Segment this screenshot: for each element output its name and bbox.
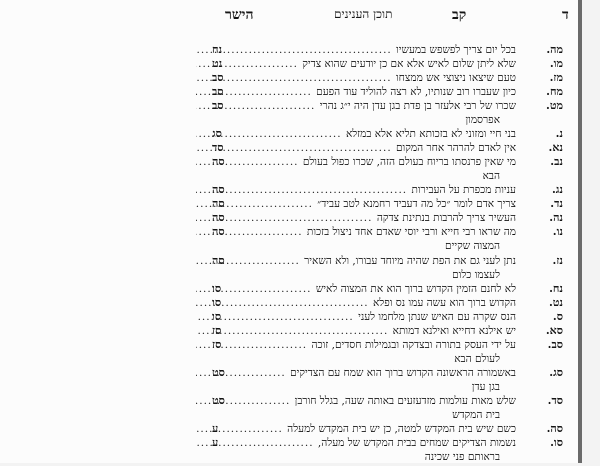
toc-entry-number: ס. (552, 310, 563, 323)
toc-entry-number: נז. (552, 254, 563, 267)
toc-entry-continuation (0, 450, 578, 466)
toc-entry-title: נתן לעני גם את הפת שהיה מיוחד עבורו, ולא השאיר ..... (196, 254, 516, 268)
toc-entry-title: אין לאדם להרהר אחר המקום ..... (196, 141, 516, 155)
toc-entry-page: נט (212, 57, 223, 70)
toc-entry-title: כיון שעברו רוב שנותיו, לא רצה להוליד עוד הפעם ..... (196, 85, 516, 99)
toc-entry-title: עניות מכפרת על העבירות ..... (196, 183, 516, 197)
toc-entry-title: לעולם הבא (454, 353, 500, 365)
toc-entry-number: מה. (546, 43, 563, 56)
header-folio: קב (452, 7, 467, 23)
toc-entry-title: שלש מאות עולמות מזדעזעים באותה שעה, בגלל חורבן ..... (196, 394, 516, 408)
toc-entry-number: מז. (549, 71, 563, 84)
toc-entry-number: נא. (548, 141, 563, 154)
toc-entry-title: אפרסמון (465, 114, 500, 126)
toc-entry-number: סה. (546, 422, 563, 435)
toc-entry-title: באשמורה הראשונה הקדוש ברוך הוא שמח עם הצדיקים ..... (196, 366, 516, 380)
toc-entry-page: סט (212, 366, 225, 379)
toc-entry-title: הנס שקרה עם האיש שנתן מלחמו לעני ..... (196, 310, 516, 324)
toc-entry-page: נח (212, 43, 223, 56)
toc-entry-page: סה (212, 211, 225, 224)
toc-entry-number: נב. (550, 155, 563, 168)
toc-entry-number: נ. (555, 127, 563, 140)
header-section-title: תוכן הענינים (334, 7, 393, 21)
toc-entry-page: סג (212, 127, 222, 140)
toc-entry-title: נשמות הצדיקים שמחים בבית המקדש של מעלה, ..... (196, 436, 516, 450)
toc-entry-title: בראותם פני שכינה (424, 451, 500, 463)
toc-entry-title: בית המקדש (452, 409, 500, 421)
toc-entry-page: סה (212, 155, 225, 168)
toc-entry-page: ע (212, 436, 219, 449)
toc-entry-number: נג. (551, 183, 563, 196)
toc-entry-number: נו. (552, 225, 563, 238)
toc-entry-number: נה. (549, 211, 563, 224)
toc-entry-title: כשם שיש בית המקדש למטה, כן יש בית המקדש למעלה ..... (196, 422, 516, 436)
toc-entry-number: סב. (547, 338, 563, 351)
toc-entry-page: סו (212, 310, 222, 323)
page-edge (578, 0, 582, 463)
toc-entry-page: סז (212, 338, 222, 351)
toc-entry-title: המצוה שקיים (445, 240, 500, 252)
toc-entry-number: סד. (547, 394, 563, 407)
toc-entry-title: העשיר צריך להרבות בנתינת צדקה ..... (196, 211, 516, 225)
toc-entry-page: סד (212, 141, 224, 154)
toc-entry-page: סב (212, 85, 224, 98)
toc-entry-title: מי שאין פרנסתו בריוח בעולם הזה, שכרו כפול בעולם ..... (196, 155, 516, 169)
toc-entry-page: ע (212, 422, 219, 435)
toc-entry-continuation (0, 239, 578, 255)
toc-entry-page: סב (212, 71, 224, 84)
toc-entry-page: סה (212, 225, 225, 238)
toc-entry-page: סב (212, 99, 224, 112)
header-book-title: הישר (225, 7, 254, 23)
toc-entry-title: בני חיי ומזוני לא בזכותא תליא אלא במזלא ..... (196, 127, 516, 141)
toc-entry-title: טעם שיצאו ניצוצי אש ממצחו ..... (196, 71, 516, 85)
toc-entry-title: הקדוש ברוך הוא עשה עמו נס ופלא ..... (196, 296, 516, 310)
toc-entry-title: על ידי העסק בתורה ובצדקה ובגמילות חסדים, זוכה ..... (196, 338, 516, 352)
toc-entry-number: מט. (546, 99, 563, 112)
header-side: ד (562, 7, 569, 23)
toc-entry-number: מו. (549, 57, 563, 70)
toc-entry-page: סט (212, 394, 225, 407)
toc-entry-number: סג. (549, 366, 563, 379)
toc-entry-number: נד. (550, 197, 563, 210)
toc-entry-title: בכל יום צריך לפשפש במעשיו ..... (196, 43, 516, 57)
toc-entry-page: סה (212, 183, 225, 196)
toc-entry-title: לעצמו כלום (452, 269, 500, 281)
toc-entry-page: סו (212, 296, 222, 309)
toc-entry-title: בגן עדן (471, 381, 500, 393)
toc-entry-title: שכרו של רבי אלעזר בן פדת בגן עדן היה י״ג נהרי ..... (196, 99, 516, 113)
toc-entry-number: נח. (549, 282, 563, 295)
toc-entry-number: נט. (548, 296, 563, 309)
toc-entry-title: מה שראו רבי חייא ורבי יוסי שאדם אחד ניצול בזכות ..... (196, 225, 516, 239)
toc-entry-title: צריך אדם לומר ״כל מה דעביד רחמנא לטב עביד״ ..... (196, 197, 516, 211)
toc-entry-page: סה (212, 254, 225, 267)
toc-entry-number: סא. (545, 324, 563, 337)
toc-entry-page: סז (212, 324, 222, 337)
toc-entry-number: סו. (550, 436, 563, 449)
toc-entry-title: שלא ליתן שלום לאיש אלא אם כן יודעים שהוא צדיק ..... (196, 57, 516, 71)
toc-entry-title: הבא (482, 170, 500, 182)
toc-entry-number: מח. (546, 85, 563, 98)
toc-entry-title: יש אילנא דחייא ואילנא דמותא ..... (196, 324, 516, 338)
toc-entry-page: סה (212, 197, 225, 210)
toc-entry-title: לא לחנם הזמין הקדוש ברוך הוא את המצוה לאיש ..... (196, 282, 516, 296)
toc-entry-page: סו (212, 282, 222, 295)
